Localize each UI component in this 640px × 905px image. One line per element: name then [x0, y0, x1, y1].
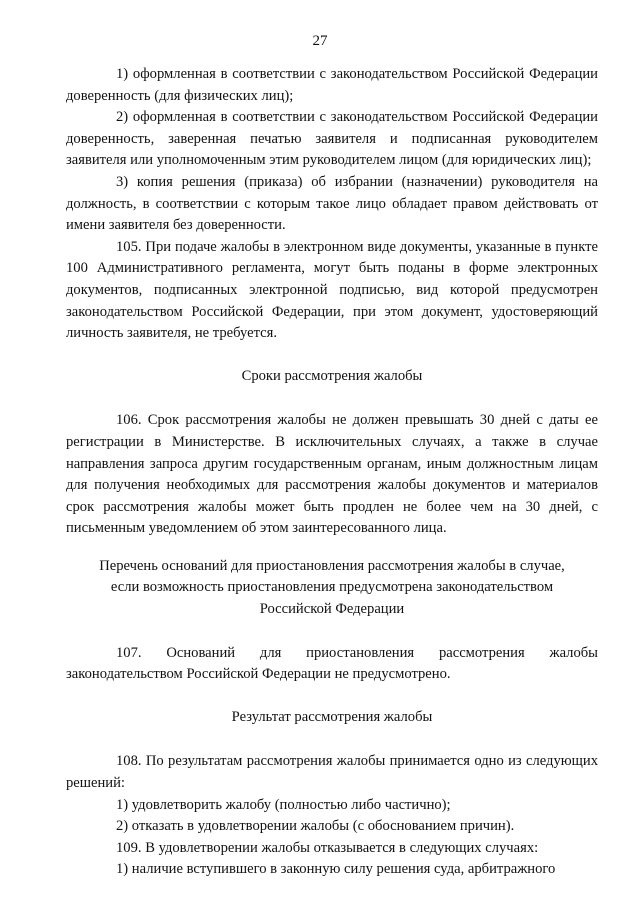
section-heading: Сроки рассмотрения жалобы	[241, 367, 423, 384]
paragraph: 2) оформленная в соответствии с законодательством Российской Федерации доверенность, заверенная печатью заявителя и подписанная руководителем заявителя или уполномоченным этим руководителем лицом (для юридических лиц);	[66, 109, 598, 169]
paragraph: 1) удовлетворить жалобу (полностью либо частично);	[116, 796, 451, 813]
paragraph: 3) копия решения (приказа) об избрании (назначении) руководителя на должность, в соответствии с которым такое лицо обладает правом действовать от имени заявителя без доверенности.	[66, 173, 598, 234]
section-heading: Результат рассмотрения жалобы	[231, 708, 433, 725]
page-number: 27	[312, 33, 328, 49]
paragraph: 1) наличие вступившего в законную силу решения суда, арбитражного	[116, 861, 556, 878]
paragraph: 108. По результатам рассмотрения жалобы принимается одно из следующих решений:	[66, 753, 598, 792]
section-heading: Перечень оснований для приостановления рассмотрения жалобы в случае, если возможность приостановления предусмотрена законодательством Российской Федерации	[99, 557, 565, 618]
paragraph: 1) оформленная в соответствии с законодательством Российской Федерации доверенность (для физических лиц);	[66, 66, 598, 104]
paragraph: 109. В удовлетворении жалобы отказывается в следующих случаях:	[116, 839, 539, 856]
paragraph: 106. Срок рассмотрения жалобы не должен превышать 30 дней с даты ее регистрации в Министерстве. В исключительных случаях, а также в случае направления запроса другим государственным органам, иным должностным лицам для получения необходимых для рассмотрения жалобы документов и материалов срок рассмотрения жалобы может быть продлен не более чем на 30 дней, с письменным уведомлением об этом заинтересованного лица.	[66, 412, 598, 537]
paragraph: 107. Оснований для приостановления рассмотрения жалобы законодательством Российской Федерации не предусмотрено.	[66, 644, 598, 683]
document-body	[66, 64, 598, 881]
paragraph: 105. При подаче жалобы в электронном виде документы, указанные в пункте 100 Административного регламента, могут быть поданы в форме электронных документов, подписанных электронной подписью, вид которой предусмотрен законодательством Российской Федерации, при этом документ, удостоверяющий личность заявителя, не требуется.	[66, 238, 598, 342]
paragraph: 2) отказать в удовлетворении жалобы (с обоснованием причин).	[116, 818, 515, 835]
